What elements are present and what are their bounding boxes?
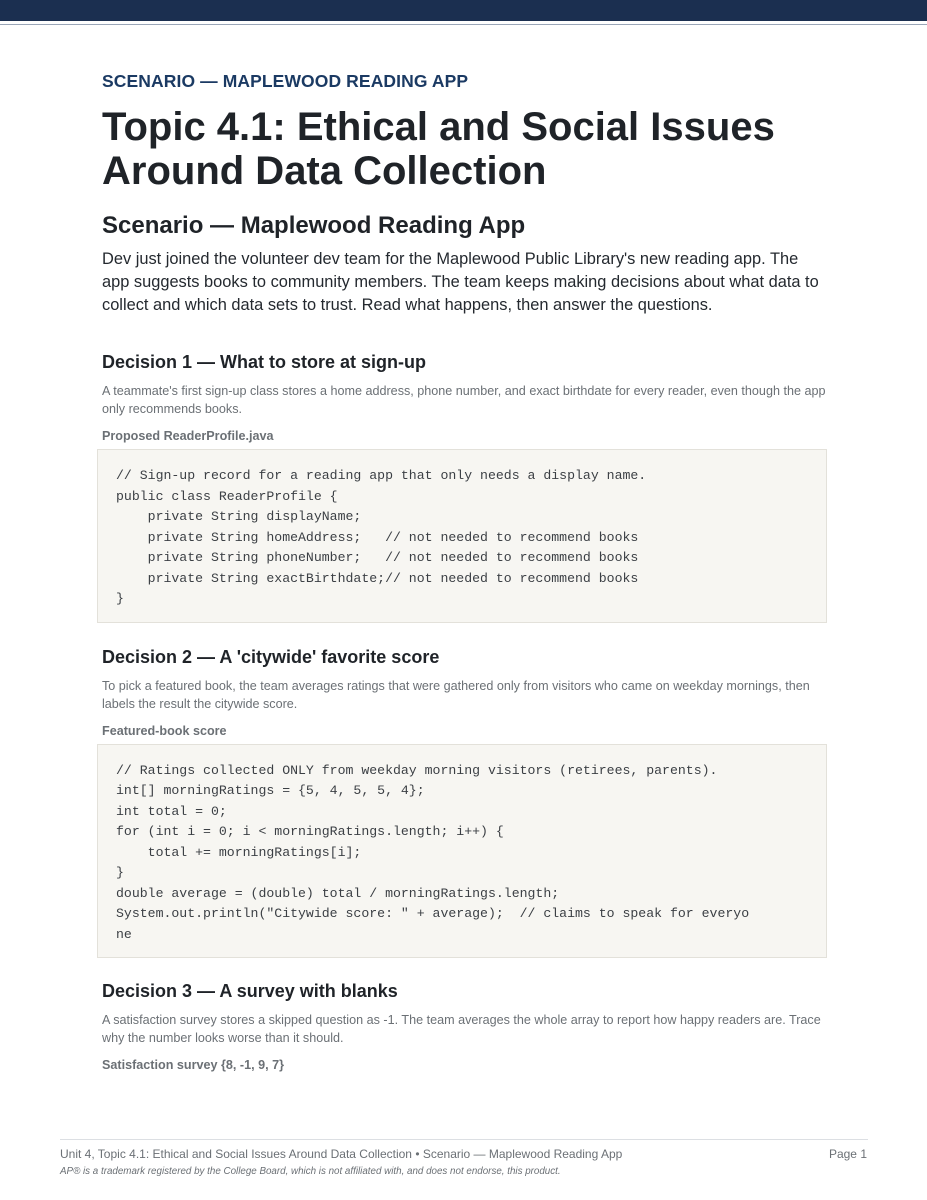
code-line: for (int i = 0; i < morningRatings.length; i++) { bbox=[116, 824, 504, 839]
decision-3 bbox=[102, 980, 828, 1073]
page-content bbox=[102, 70, 828, 1073]
decision-heading: Decision 3 — A survey with blanks bbox=[102, 981, 398, 1001]
decision-description: To pick a featured book, the team averages ratings that were gathered only from visitors who came on weekday mornings, then labels the result the citywide score. bbox=[102, 678, 810, 711]
scenario-intro: Dev just joined the volunteer dev team for the Maplewood Public Library's new reading app. The app suggests books to community members. The team keeps making decisions about what data to collect and which data sets to trust. Read what happens, then answer the questions. bbox=[102, 250, 819, 314]
trademark-note: AP® is a trademark registered by the College Board, which is not affiliated with, and does not endorse, this product. bbox=[60, 1166, 561, 1177]
code-block bbox=[97, 449, 827, 623]
footer-text: Unit 4, Topic 4.1: Ethical and Social Issues Around Data Collection • Scenario — Maplewood Reading App bbox=[60, 1147, 623, 1161]
decision-heading: Decision 1 — What to store at sign-up bbox=[102, 352, 427, 372]
section-kicker: SCENARIO — MAPLEWOOD READING APP bbox=[102, 71, 469, 91]
code-line: public class ReaderProfile { bbox=[116, 488, 338, 504]
code-line: System.out.println("Citywide score: " + average); // claims to speak for everyo bbox=[116, 906, 750, 921]
code-line: ne bbox=[116, 926, 132, 942]
code-caption: Featured-book score bbox=[102, 723, 227, 738]
decision-description: A satisfaction survey stores a skipped question as -1. The team averages the whole array to report how happy readers are. Trace why the number looks worse than it should. bbox=[102, 1013, 821, 1045]
footer-divider bbox=[60, 1139, 868, 1140]
decision-heading: Decision 2 — A 'citywide' favorite score bbox=[102, 646, 440, 667]
code-line: private String phoneNumber; // not needed to recommend books bbox=[116, 550, 639, 565]
code-line: int total = 0; bbox=[116, 803, 227, 819]
code-caption: Satisfaction survey {8, -1, 9, 7} bbox=[102, 1058, 284, 1072]
decision-description: A teammate's first sign-up class stores a home address, phone number, and exact birthdate for every reader, even though the app only recommends books. bbox=[102, 384, 826, 416]
code-line: // Sign-up record for a reading app that only needs a display name. bbox=[116, 468, 647, 483]
code-line: } bbox=[116, 591, 124, 606]
top-divider bbox=[0, 24, 927, 25]
code-line: int[] morningRatings = {5, 4, 5, 5, 4}; bbox=[116, 783, 425, 798]
code-line: double average = (double) total / morningRatings.length; bbox=[116, 885, 560, 901]
scenario-heading: Scenario — Maplewood Reading App bbox=[102, 212, 526, 239]
code-line: total += morningRatings[i]; bbox=[116, 844, 362, 860]
code-line: private String exactBirthdate;// not needed to recommend books bbox=[116, 570, 639, 586]
code-line: private String displayName; bbox=[116, 509, 362, 524]
code-block bbox=[97, 744, 827, 959]
top-banner-bar bbox=[0, 0, 927, 21]
page-number: Page 1 bbox=[828, 1147, 867, 1161]
code-line: // Ratings collected ONLY from weekday morning visitors (retirees, parents). bbox=[116, 762, 718, 778]
code-line: } bbox=[116, 865, 124, 880]
code-caption: Proposed ReaderProfile.java bbox=[102, 429, 274, 443]
page-title: Topic 4.1: Ethical and Social Issues Around Data Collection bbox=[102, 105, 775, 193]
decision-2 bbox=[102, 646, 828, 959]
code-line: private String homeAddress; // not needed to recommend books bbox=[116, 529, 639, 545]
decision-1 bbox=[102, 351, 828, 623]
